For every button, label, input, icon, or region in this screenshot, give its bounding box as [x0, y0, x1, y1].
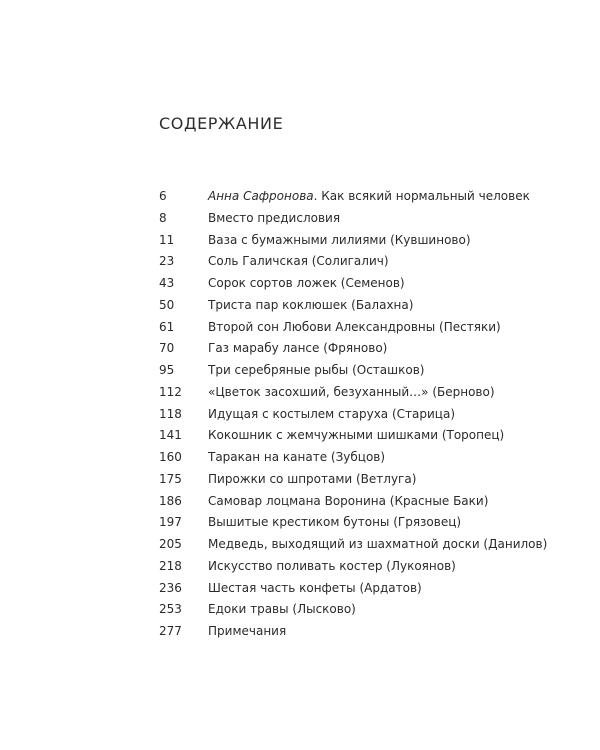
toc-entry	[159, 578, 579, 600]
toc-page-number: 11	[159, 232, 175, 247]
toc-entry	[159, 382, 579, 404]
toc-page-number: 197	[159, 515, 182, 530]
toc-page-number: 186	[159, 493, 182, 508]
toc-entry	[159, 360, 579, 382]
toc-page-number: 6	[159, 189, 167, 203]
toc-entry	[159, 447, 579, 469]
toc-entry-title: Ваза с бумажными лилиями (Кувшиново)	[208, 232, 471, 247]
toc-entry-title: Идущая с костылем старуха (Старица)	[208, 406, 456, 421]
toc-entry	[159, 404, 579, 426]
toc-entry-title: Медведь, выходящий из шахматной доски (Данилов)	[208, 537, 548, 551]
toc-entry	[159, 186, 579, 208]
toc-entry	[159, 230, 579, 252]
toc-author-name: Анна Сафронова	[208, 189, 314, 203]
toc-entry-title: «Цветок засохший, безуханный…» (Берново)	[208, 384, 495, 399]
page-title: СОДЕРЖАНИЕ	[159, 114, 284, 133]
toc-entry-title: Второй сон Любови Александровны (Пестяки)	[208, 319, 501, 334]
toc-entry	[159, 295, 579, 317]
toc-entry	[159, 491, 579, 513]
toc-entry	[159, 251, 579, 273]
toc-page-number: 61	[159, 319, 175, 334]
toc-page-number: 141	[159, 428, 182, 443]
toc-entry	[159, 534, 579, 556]
toc-page-number: 160	[159, 450, 182, 464]
toc-page-number: 8	[159, 210, 167, 225]
toc-page-number: 253	[159, 602, 182, 617]
toc-page-number: 95	[159, 363, 175, 377]
toc-entry-title: Искусство поливать костер (Лукоянов)	[208, 558, 456, 573]
toc-entry-title	[208, 186, 530, 208]
toc-page-number: 112	[159, 384, 182, 399]
toc-entry-title: Кокошник с жемчужными шишками (Торопец)	[208, 428, 505, 443]
toc-entry-title: Примечания	[208, 624, 287, 638]
toc-page-number: 118	[159, 406, 182, 421]
toc-entry-title: Самовар лоцмана Воронина (Красные Баки)	[208, 493, 489, 508]
toc-entry-title: Сорок сортов ложек (Семенов)	[208, 276, 405, 290]
toc-entry	[159, 599, 579, 621]
toc-entry	[159, 469, 579, 491]
toc-entry-title: Соль Галичская (Солигалич)	[208, 254, 389, 269]
toc-entry	[159, 556, 579, 578]
toc-page-number: 23	[159, 254, 175, 269]
toc-entry-title: Шестая часть конфеты (Ардатов)	[208, 580, 422, 595]
toc-entry	[159, 425, 579, 447]
toc-entry-title: Три серебряные рыбы (Осташков)	[208, 363, 425, 377]
toc-page-number: 50	[159, 297, 175, 312]
toc-entry	[159, 273, 579, 295]
toc-page-number: 43	[159, 276, 175, 290]
toc-page-number: 236	[159, 580, 182, 595]
toc-entry	[159, 512, 579, 534]
toc-entry	[159, 621, 579, 643]
toc-entry-title: Едоки травы (Лысково)	[208, 602, 356, 617]
toc-entry-title: Газ марабу лансе (Фряново)	[208, 341, 388, 356]
toc-entry-title: Пирожки со шпротами (Ветлуга)	[208, 471, 417, 486]
toc-entry-title: Таракан на канате (Зубцов)	[208, 450, 386, 464]
toc-page-number: 70	[159, 341, 175, 356]
toc-entry-title: Вместо предисловия	[208, 210, 341, 225]
toc-entry-title: Триста пар коклюшек (Балахна)	[208, 297, 414, 312]
toc-entry-title: Вышитые крестиком бутоны (Грязовец)	[208, 515, 462, 530]
toc-page-number: 218	[159, 558, 182, 573]
toc-page-number: 175	[159, 471, 182, 486]
table-of-contents	[159, 186, 579, 643]
toc-title-text: . Как всякий нормальный человек	[313, 189, 530, 203]
toc-page-number: 205	[159, 537, 182, 551]
toc-entry	[159, 208, 579, 230]
toc-page-number: 277	[159, 624, 182, 638]
toc-entry	[159, 338, 579, 360]
toc-entry	[159, 317, 579, 339]
